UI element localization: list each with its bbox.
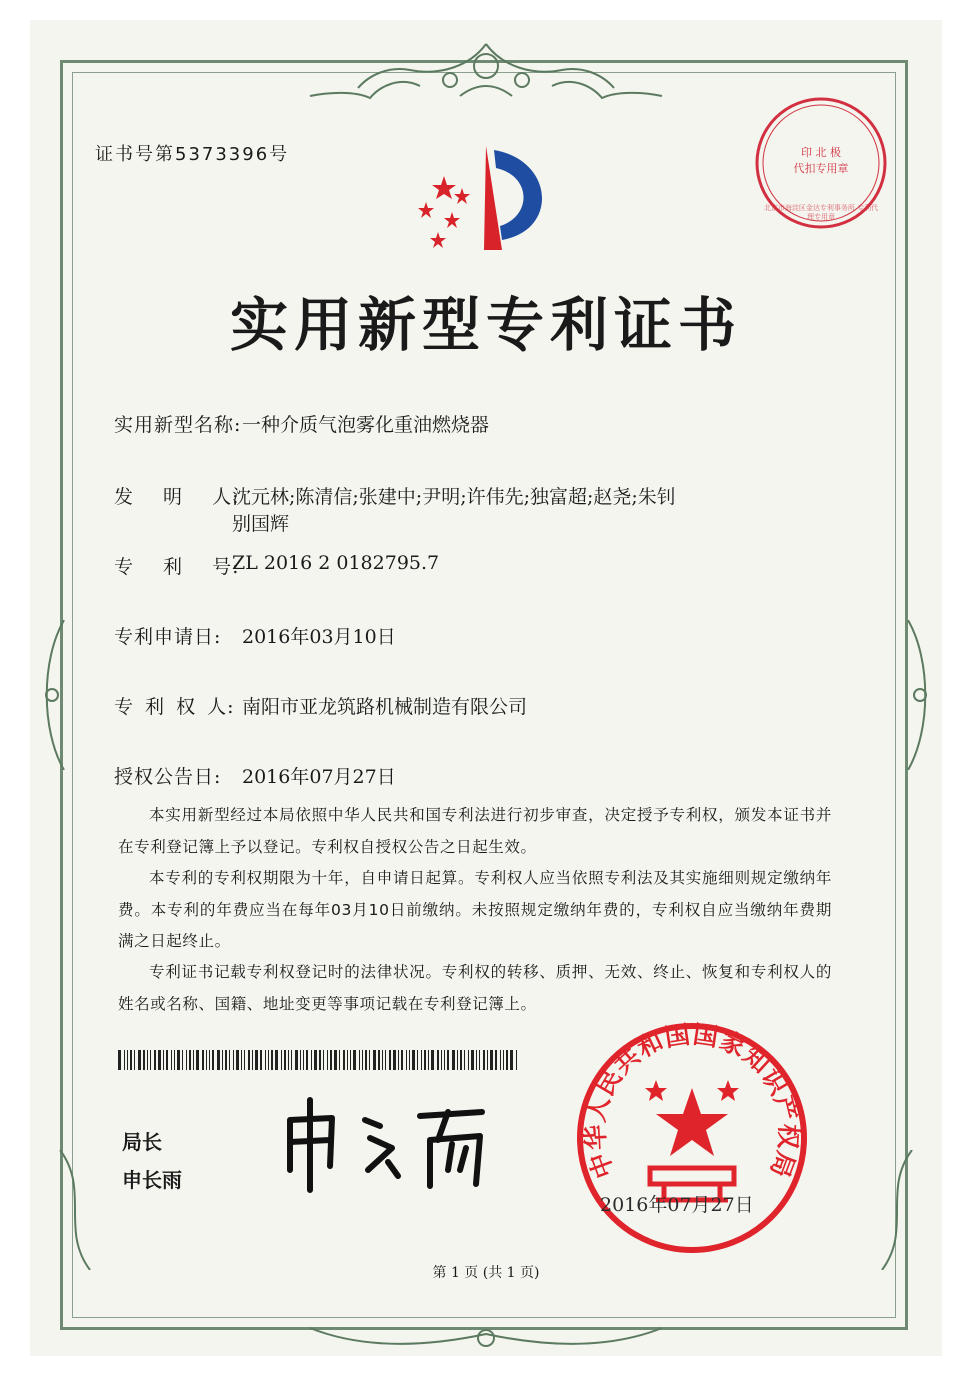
barcode-bar bbox=[212, 1050, 214, 1070]
barcode-bar bbox=[260, 1050, 262, 1070]
corner-ornament-bl bbox=[50, 1150, 110, 1270]
barcode-bar bbox=[174, 1050, 175, 1070]
barcode-bar bbox=[417, 1050, 418, 1070]
barcode-bar bbox=[373, 1050, 376, 1070]
barcode bbox=[118, 1050, 522, 1070]
utility-model-name-label: 实用新型名称: bbox=[114, 414, 242, 436]
barcode-bar bbox=[406, 1050, 407, 1070]
grant-date-value: 2016年07月27日 bbox=[242, 766, 396, 788]
paragraph-3: 专利证书记载专利权登记时的法律状况。专利权的转移、质押、无效、终止、恢复和专利权人的姓名或名称、国籍、地址变更等事项记载在专利登记簿上。 bbox=[118, 963, 832, 1013]
barcode-bar bbox=[236, 1050, 239, 1070]
barcode-bar bbox=[265, 1050, 266, 1070]
handwritten-signature bbox=[270, 1090, 500, 1200]
barcode-bar bbox=[233, 1050, 234, 1070]
barcode-bar bbox=[150, 1050, 151, 1070]
barcode-bar bbox=[222, 1050, 223, 1070]
barcode-bar bbox=[401, 1050, 403, 1070]
barcode-bar bbox=[490, 1050, 493, 1070]
barcode-bar bbox=[255, 1050, 258, 1070]
inventor-value-line1: 沈元林;陈清信;张建中;尹明;许伟先;独富超;赵尧;朱钊 bbox=[232, 486, 676, 508]
barcode-bar bbox=[147, 1050, 148, 1070]
barcode-bar bbox=[158, 1050, 161, 1070]
barcode-bar bbox=[347, 1050, 348, 1070]
barcode-bar bbox=[516, 1050, 517, 1070]
barcode-bar bbox=[295, 1050, 298, 1070]
barcode-bar bbox=[143, 1050, 145, 1070]
svg-text:代扣专用章: 代扣专用章 bbox=[793, 162, 849, 175]
page-footer: 第 1 页 (共 1 页) bbox=[432, 1265, 540, 1281]
paragraph-2: 本专利的专利权期限为十年，自申请日起算。专利权人应当依照专利法及其实施细则规定缴纳年费。本专利的年费应当在每年03月10日前缴纳。未按照规定缴纳年费的，专利权自应当缴纳年费期满之日起终止。 bbox=[118, 869, 832, 950]
corner-ornament-br bbox=[862, 1150, 922, 1270]
director-title: 局长 bbox=[122, 1130, 162, 1154]
barcode-bar bbox=[339, 1050, 340, 1070]
barcode-bar bbox=[154, 1050, 156, 1070]
barcode-bar bbox=[275, 1050, 278, 1070]
barcode-bar bbox=[288, 1050, 289, 1070]
barcode-bar bbox=[319, 1050, 321, 1070]
barcode-bar bbox=[202, 1050, 204, 1070]
barcode-bar bbox=[468, 1050, 469, 1070]
barcode-bar bbox=[163, 1050, 164, 1070]
patentee-value: 南阳市亚龙筑路机械制造有限公司 bbox=[242, 696, 528, 718]
barcode-bar bbox=[217, 1050, 220, 1070]
barcode-bar bbox=[382, 1050, 383, 1070]
barcode-bar bbox=[483, 1050, 485, 1070]
barcode-bar bbox=[460, 1050, 462, 1070]
barcode-bar bbox=[447, 1050, 449, 1070]
barcode-bar bbox=[229, 1050, 230, 1070]
barcode-bar bbox=[500, 1050, 501, 1070]
barcode-bar bbox=[127, 1050, 128, 1070]
barcode-bar bbox=[457, 1050, 458, 1070]
barcode-bar bbox=[441, 1050, 442, 1070]
barcode-bar bbox=[189, 1050, 191, 1070]
barcode-bar bbox=[118, 1050, 121, 1070]
barcode-bar bbox=[314, 1050, 317, 1070]
barcode-bar bbox=[369, 1050, 370, 1070]
barcode-bar bbox=[353, 1050, 356, 1070]
seal-arc-text: 中华人民共和国国家知识产权局 bbox=[580, 1019, 804, 1183]
barcode-bar bbox=[385, 1050, 386, 1070]
barcode-bar bbox=[487, 1050, 488, 1070]
barcode-bar bbox=[428, 1050, 429, 1070]
barcode-bar bbox=[268, 1050, 269, 1070]
barcode-bar bbox=[134, 1050, 135, 1070]
official-seal bbox=[572, 1018, 812, 1258]
barcode-bar bbox=[271, 1050, 273, 1070]
barcode-bar bbox=[130, 1050, 132, 1070]
director-name: 申长雨 bbox=[122, 1168, 182, 1192]
barcode-bar bbox=[510, 1050, 513, 1070]
svg-text:印 北 极: 印 北 极 bbox=[801, 146, 841, 159]
barcode-bar bbox=[506, 1050, 508, 1070]
barcode-bar bbox=[209, 1050, 210, 1070]
barcode-bar bbox=[252, 1050, 253, 1070]
patent-number-value: ZL 2016 2 0182795.7 bbox=[232, 552, 440, 574]
utility-model-name-value: 一种介质气泡雾化重油燃烧器 bbox=[242, 414, 490, 436]
barcode-bar bbox=[177, 1050, 180, 1070]
barcode-bar bbox=[166, 1050, 168, 1070]
agency-stamp-text: 北京市海淀区金达专利事务所 专利代理专用章 bbox=[763, 204, 879, 221]
barcode-bar bbox=[359, 1050, 360, 1070]
barcode-bar bbox=[476, 1050, 477, 1070]
barcode-bar bbox=[241, 1050, 242, 1070]
barcode-bar bbox=[409, 1050, 410, 1070]
seal-date: 2016年07月27日 bbox=[600, 1194, 754, 1216]
barcode-bar bbox=[378, 1050, 380, 1070]
barcode-bar bbox=[291, 1050, 292, 1070]
barcode-bar bbox=[306, 1050, 308, 1070]
bottom-ornament bbox=[300, 1318, 672, 1358]
certificate-title: 实用新型专利证书 bbox=[229, 291, 742, 359]
barcode-bar bbox=[182, 1050, 183, 1070]
barcode-bar bbox=[196, 1050, 199, 1070]
barcode-bar bbox=[365, 1050, 367, 1070]
barcode-bar bbox=[398, 1050, 399, 1070]
barcode-bar bbox=[350, 1050, 351, 1070]
barcode-bar bbox=[244, 1050, 245, 1070]
barcode-bar bbox=[393, 1050, 396, 1070]
barcode-bar bbox=[452, 1050, 455, 1070]
barcode-bar bbox=[327, 1050, 328, 1070]
barcode-bar bbox=[193, 1050, 194, 1070]
patent-office-logo bbox=[414, 140, 564, 260]
barcode-bar bbox=[334, 1050, 337, 1070]
barcode-bar bbox=[330, 1050, 332, 1070]
barcode-bar bbox=[248, 1050, 250, 1070]
right-ornament bbox=[902, 620, 936, 770]
barcode-bar bbox=[389, 1050, 391, 1070]
barcode-bar bbox=[437, 1050, 439, 1070]
barcode-bar bbox=[225, 1050, 227, 1070]
barcode-bar bbox=[284, 1050, 286, 1070]
paragraph-1: 本实用新型经过本局依照中华人民共和国专利法进行初步审查，决定授予专利权，颁发本证书并在专利登记簿上予以登记。专利权自授权公告之日起生效。 bbox=[118, 806, 832, 856]
patent-number-label: 专 利 号: bbox=[114, 556, 240, 578]
barcode-bar bbox=[124, 1050, 125, 1070]
barcode-bar bbox=[323, 1050, 324, 1070]
barcode-bar bbox=[186, 1050, 187, 1070]
barcode-bar bbox=[503, 1050, 504, 1070]
application-date-label: 专利申请日: bbox=[114, 626, 222, 648]
barcode-bar bbox=[362, 1050, 363, 1070]
barcode-bar bbox=[138, 1050, 141, 1070]
barcode-bar bbox=[464, 1050, 465, 1070]
barcode-bar bbox=[300, 1050, 301, 1070]
barcode-bar bbox=[412, 1050, 415, 1070]
grant-date-label: 授权公告日: bbox=[114, 766, 222, 788]
patentee-label: 专 利 权 人: bbox=[114, 696, 235, 718]
left-ornament bbox=[36, 620, 70, 770]
barcode-bar bbox=[421, 1050, 422, 1070]
application-date-value: 2016年03月10日 bbox=[242, 626, 396, 648]
barcode-bar bbox=[495, 1050, 497, 1070]
barcode-bar bbox=[303, 1050, 304, 1070]
barcode-bar bbox=[431, 1050, 434, 1070]
top-ornament bbox=[300, 36, 672, 106]
barcode-bar bbox=[171, 1050, 172, 1070]
barcode-bar bbox=[206, 1050, 207, 1070]
barcode-bar bbox=[444, 1050, 445, 1070]
barcode-bar bbox=[479, 1050, 480, 1070]
inventor-value-line2: 别国辉 bbox=[232, 513, 290, 535]
barcode-bar bbox=[311, 1050, 312, 1070]
agency-stamp bbox=[752, 94, 890, 232]
barcode-bar bbox=[343, 1050, 345, 1070]
barcode-bar bbox=[471, 1050, 474, 1070]
certificate-number: 证书号第5373396号 bbox=[95, 144, 290, 165]
barcode-bar bbox=[281, 1050, 282, 1070]
barcode-bar bbox=[424, 1050, 426, 1070]
inventor-label: 发 明 人: bbox=[114, 486, 240, 508]
